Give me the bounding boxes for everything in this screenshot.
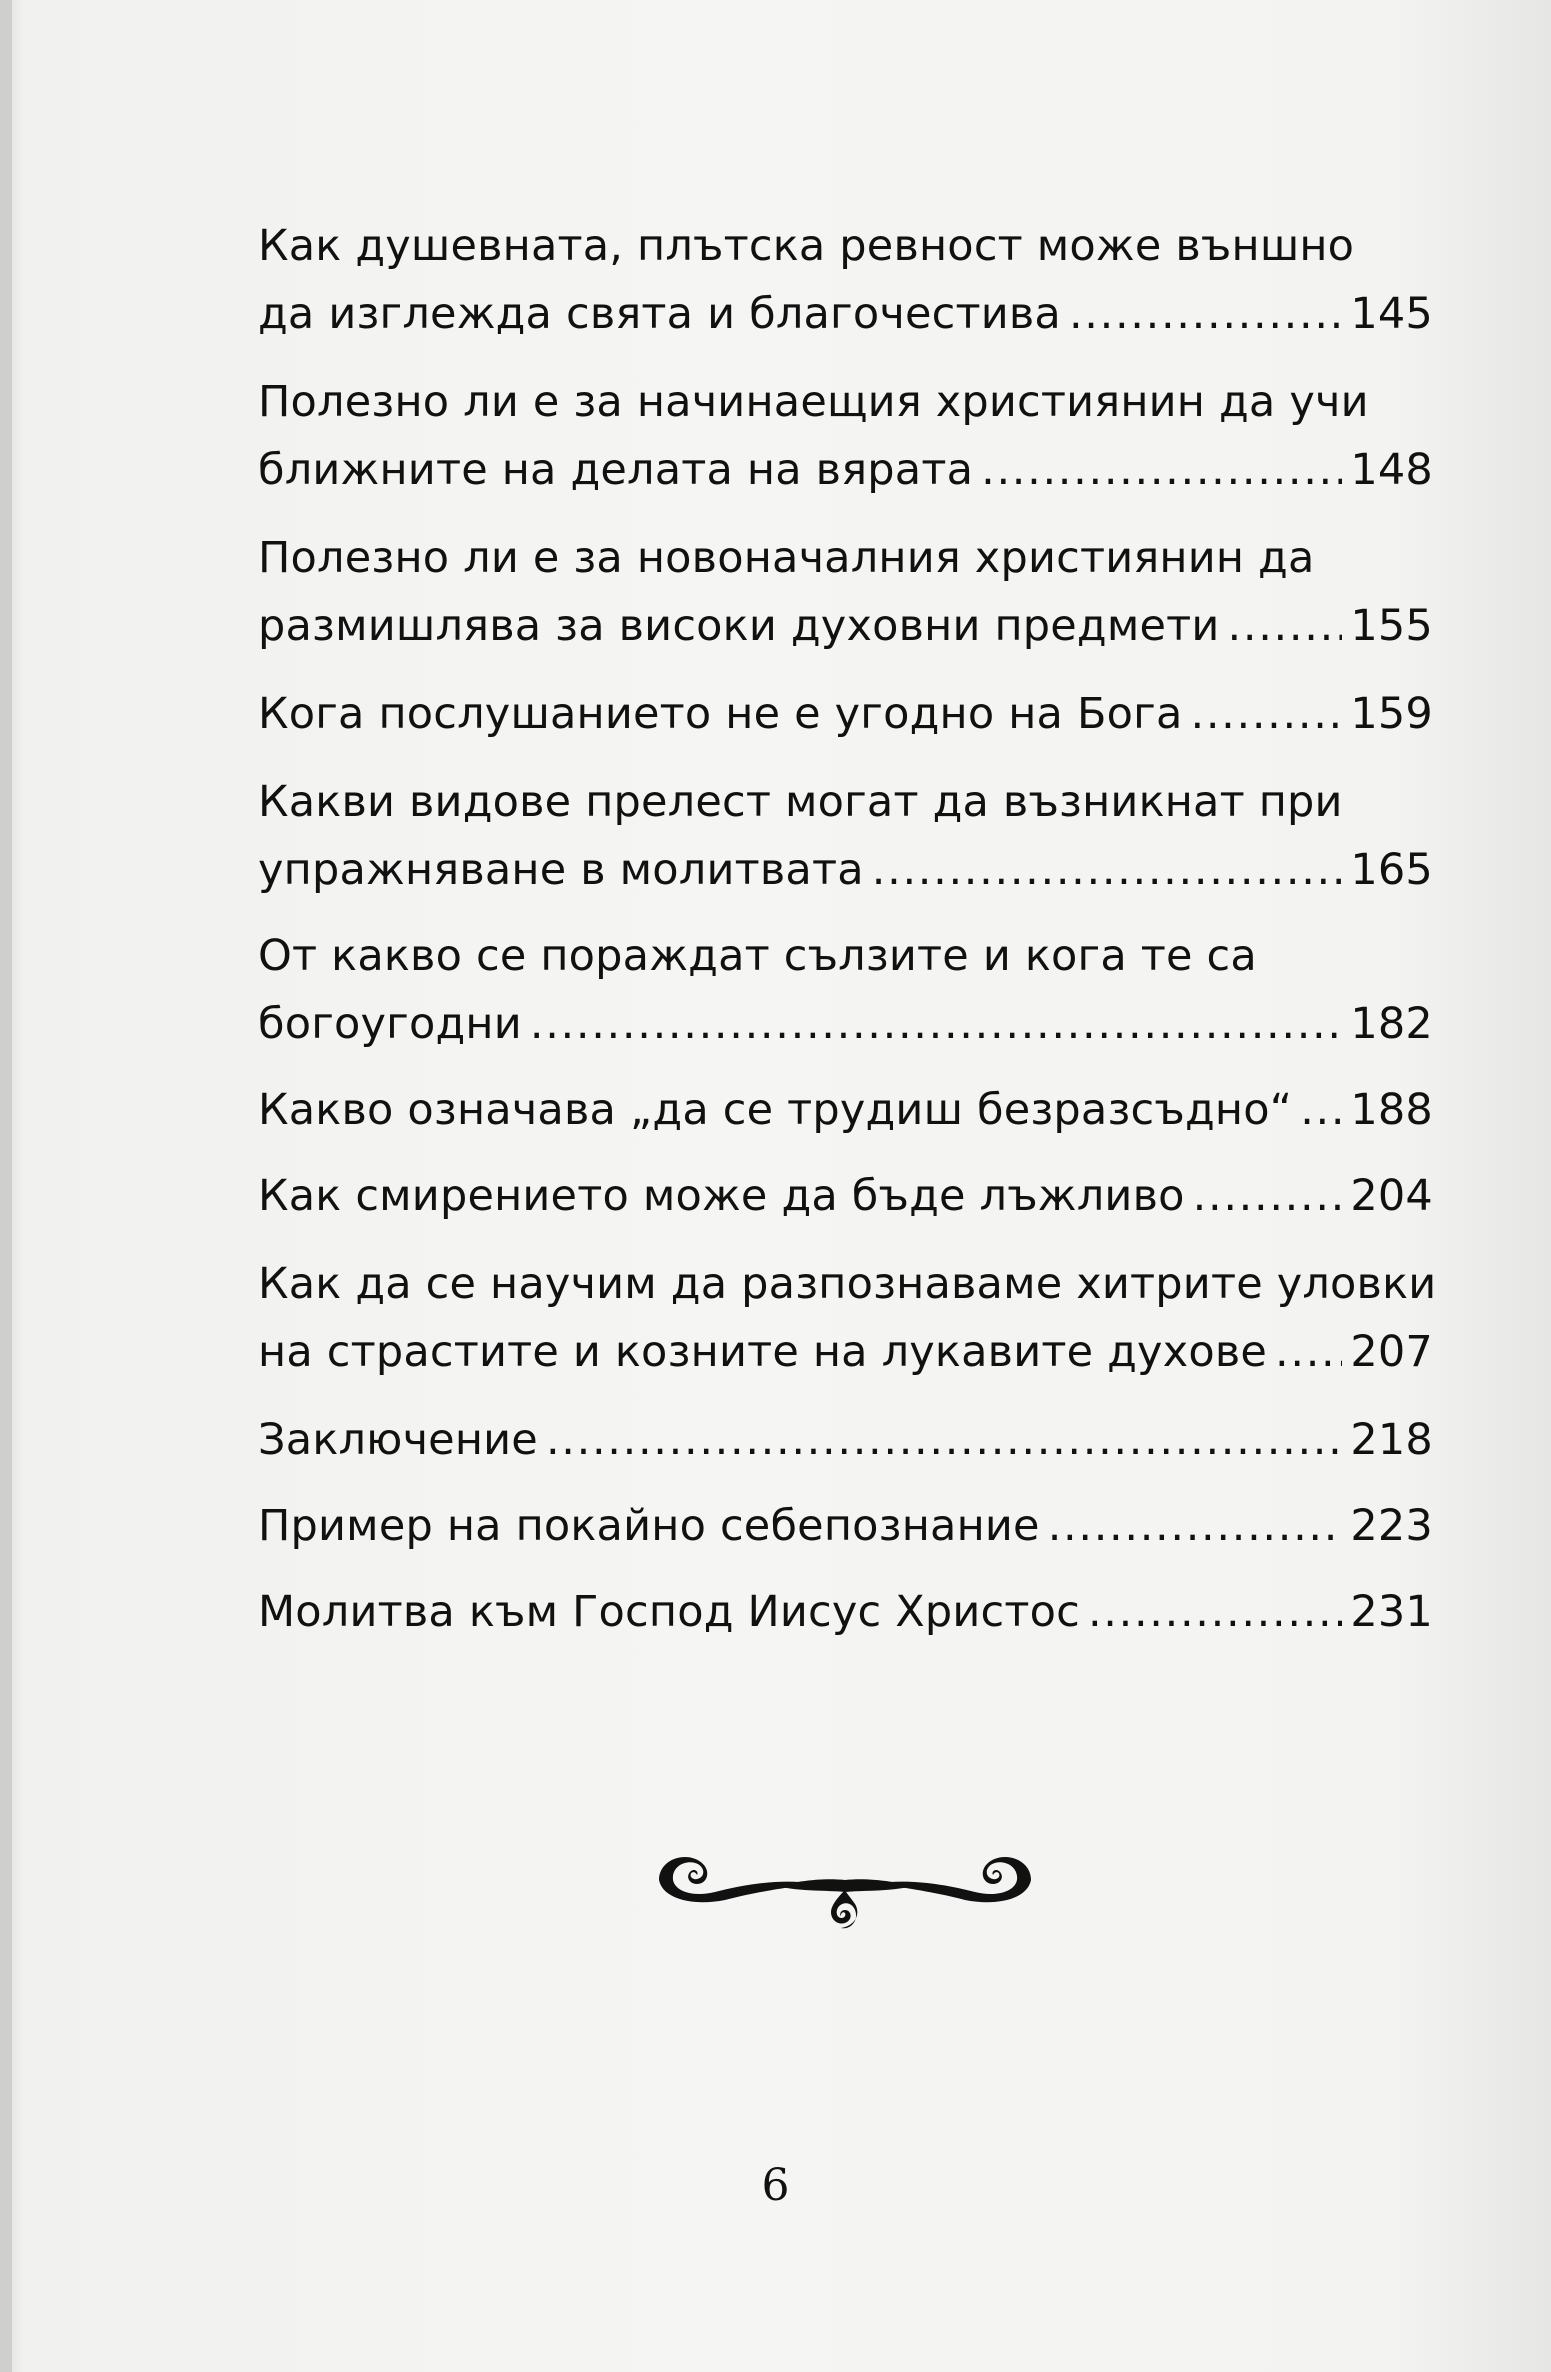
toc-entry-title-line: Полезно ли е за новоначалния християнин да xyxy=(258,533,1315,583)
toc-page-number: 188 xyxy=(1350,1085,1433,1135)
toc-page-number: 148 xyxy=(1350,445,1433,495)
toc-entry-title-line: Какви видове прелест могат да възникнат при xyxy=(258,777,1343,827)
toc-entry[interactable] xyxy=(258,524,1433,660)
toc-entry[interactable] xyxy=(258,1162,1433,1230)
toc-entry[interactable] xyxy=(258,1578,1433,1646)
toc-entry[interactable] xyxy=(258,368,1433,504)
table-of-contents xyxy=(258,212,1437,1646)
toc-page-number: 182 xyxy=(1350,999,1433,1049)
toc-entry-title-line: на страстите и козните на лукавите духове xyxy=(258,1327,1268,1377)
toc-entry-title-line: размишлява за високи духовни предмети xyxy=(258,601,1220,651)
dot-leader xyxy=(1275,1318,1342,1386)
toc-entry-title-line: От какво се пораждат сълзите и кога те са xyxy=(258,931,1257,981)
dot-leader xyxy=(981,436,1342,504)
toc-entry-title-line: Как душевната, плътска ревност може външно xyxy=(258,221,1355,271)
toc-entry-title-line: Как да се научим да разпознаваме хитрите уловки xyxy=(258,1259,1437,1309)
toc-entry[interactable] xyxy=(258,1406,1433,1474)
toc-page-number: 145 xyxy=(1350,289,1433,339)
page-binding-shadow xyxy=(0,0,12,2372)
toc-entry[interactable] xyxy=(258,768,1433,904)
toc-entry-title-line: да изглежда свята и благочестива xyxy=(258,289,1061,339)
dot-leader xyxy=(1300,1076,1342,1144)
dot-leader xyxy=(1228,592,1343,660)
toc-page-number: 207 xyxy=(1350,1327,1433,1377)
toc-entry[interactable] xyxy=(258,1492,1433,1560)
dot-leader xyxy=(1088,1578,1342,1646)
dot-leader xyxy=(872,836,1343,904)
toc-entry-title-line: Кога послушанието не е угодно на Бога xyxy=(258,689,1183,739)
toc-page-number: 204 xyxy=(1350,1171,1433,1221)
toc-entry-title-line: богоугодни xyxy=(258,999,522,1049)
dot-leader xyxy=(1193,1162,1343,1230)
toc-page-number: 165 xyxy=(1350,845,1433,895)
toc-page-number: 218 xyxy=(1350,1415,1433,1465)
toc-entry-title-line: упражняване в молитвата xyxy=(258,845,864,895)
toc-entry[interactable] xyxy=(258,680,1433,748)
toc-page-number: 223 xyxy=(1350,1501,1433,1551)
toc-entry-title-line: Молитва към Господ Иисус Христос xyxy=(258,1587,1080,1637)
dot-leader xyxy=(1191,680,1343,748)
dot-leader xyxy=(530,990,1342,1058)
toc-entry-title-line: Какво означава „да се трудиш безразсъдно“ xyxy=(258,1085,1293,1135)
toc-page-number: 155 xyxy=(1350,601,1433,651)
toc-page-number: 159 xyxy=(1350,689,1433,739)
toc-entry[interactable] xyxy=(258,1250,1437,1386)
toc-entry-title-line: Полезно ли е за начинаещия християнин да учи xyxy=(258,377,1369,427)
dot-leader xyxy=(1069,280,1342,348)
toc-entry[interactable] xyxy=(258,1076,1433,1144)
toc-entry-title-line: Как смирението може да бъде лъжливо xyxy=(258,1171,1185,1221)
toc-entry-title-line: ближните на делата на вярата xyxy=(258,445,974,495)
dot-leader xyxy=(1048,1492,1343,1560)
toc-entry[interactable] xyxy=(258,212,1433,348)
toc-entry[interactable] xyxy=(258,922,1433,1058)
toc-page-number: 231 xyxy=(1350,1587,1433,1637)
toc-entry-title-line: Заключение xyxy=(258,1415,538,1465)
dot-leader xyxy=(546,1406,1342,1474)
toc-entry-title-line: Пример на покайно себепознание xyxy=(258,1501,1040,1551)
decorative-flourish-icon xyxy=(655,1840,1035,1930)
page-number: 6 xyxy=(761,2160,790,2211)
